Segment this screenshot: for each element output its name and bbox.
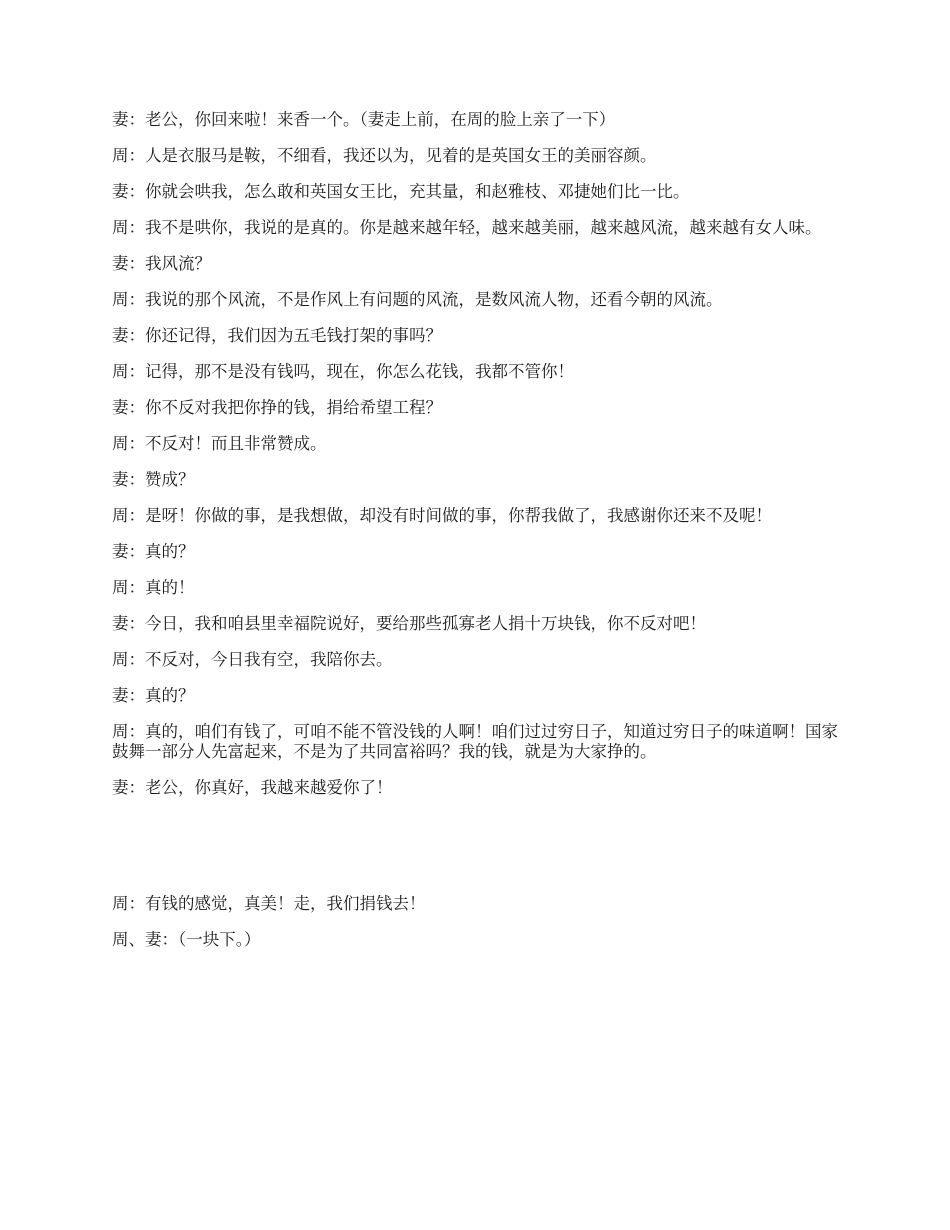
dialogue-line: 妻：老公，你真好，我越来越爱你了！ [112, 778, 393, 797]
dialogue-line: 妻：赞成？ [112, 470, 195, 489]
dialogue-line: 妻：你就会哄我，怎么敢和英国女王比，充其量，和赵雅枝、邓捷她们比一比。 [112, 182, 690, 201]
dialogue-line: 妻：你不反对我把你挣的钱，捐给希望工程？ [112, 398, 442, 417]
blank-gap [112, 814, 842, 894]
stage-direction: 周、妻：（一块下。） [112, 930, 261, 949]
dialogue-line: 妻：我风流？ [112, 254, 211, 273]
dialogue-line: 妻：真的？ [112, 686, 195, 705]
ending-line: 周：有钱的感觉，真美！走，我们捐钱去！ [112, 894, 426, 913]
dialogue-line: 周：不反对，今日我有空，我陪你去。 [112, 650, 393, 669]
dialogue-line: 妻：你还记得，我们因为五毛钱打架的事吗？ [112, 326, 442, 345]
dialogue-line: 周：是呀！你做的事，是我想做，却没有时间做的事，你帮我做了，我感谢你还来不及呢！ [112, 506, 772, 525]
script-body [112, 110, 842, 966]
dialogue-line: 周：人是衣服马是鞍，不细看，我还以为，见着的是英国女王的美丽容颜。 [112, 146, 657, 165]
dialogue-line: 周：记得，那不是没有钱吗，现在，你怎么花钱，我都不管你！ [112, 362, 574, 381]
dialogue-line: 妻：真的？ [112, 542, 195, 561]
dialogue-line: 周：真的！ [112, 578, 195, 597]
dialogue-line: 妻：老公，你回来啦！来香一个。（妻走上前，在周的脸上亲了一下） [112, 110, 616, 129]
dialogue-line: 周：我说的那个风流，不是作风上有问题的风流，是数风流人物，还看今朝的风流。 [112, 290, 723, 309]
dialogue-line: 周：真的，咱们有钱了，可咱不能不管没钱的人啊！咱们过过穷日子，知道过穷日子的味道啊！国家鼓舞一部分人先富起来，不是为了共同富裕吗？我的钱，就是为大家挣的。 [112, 722, 838, 761]
dialogue-line: 妻：今日，我和咱县里幸福院说好，要给那些孤寡老人捐十万块钱，你不反对吧！ [112, 614, 706, 633]
dialogue-line: 周：我不是哄你，我说的是真的。你是越来越年轻，越来越美丽，越来越风流，越来越有女人味。 [112, 218, 822, 237]
dialogue-line: 周：不反对！而且非常赞成。 [112, 434, 327, 453]
